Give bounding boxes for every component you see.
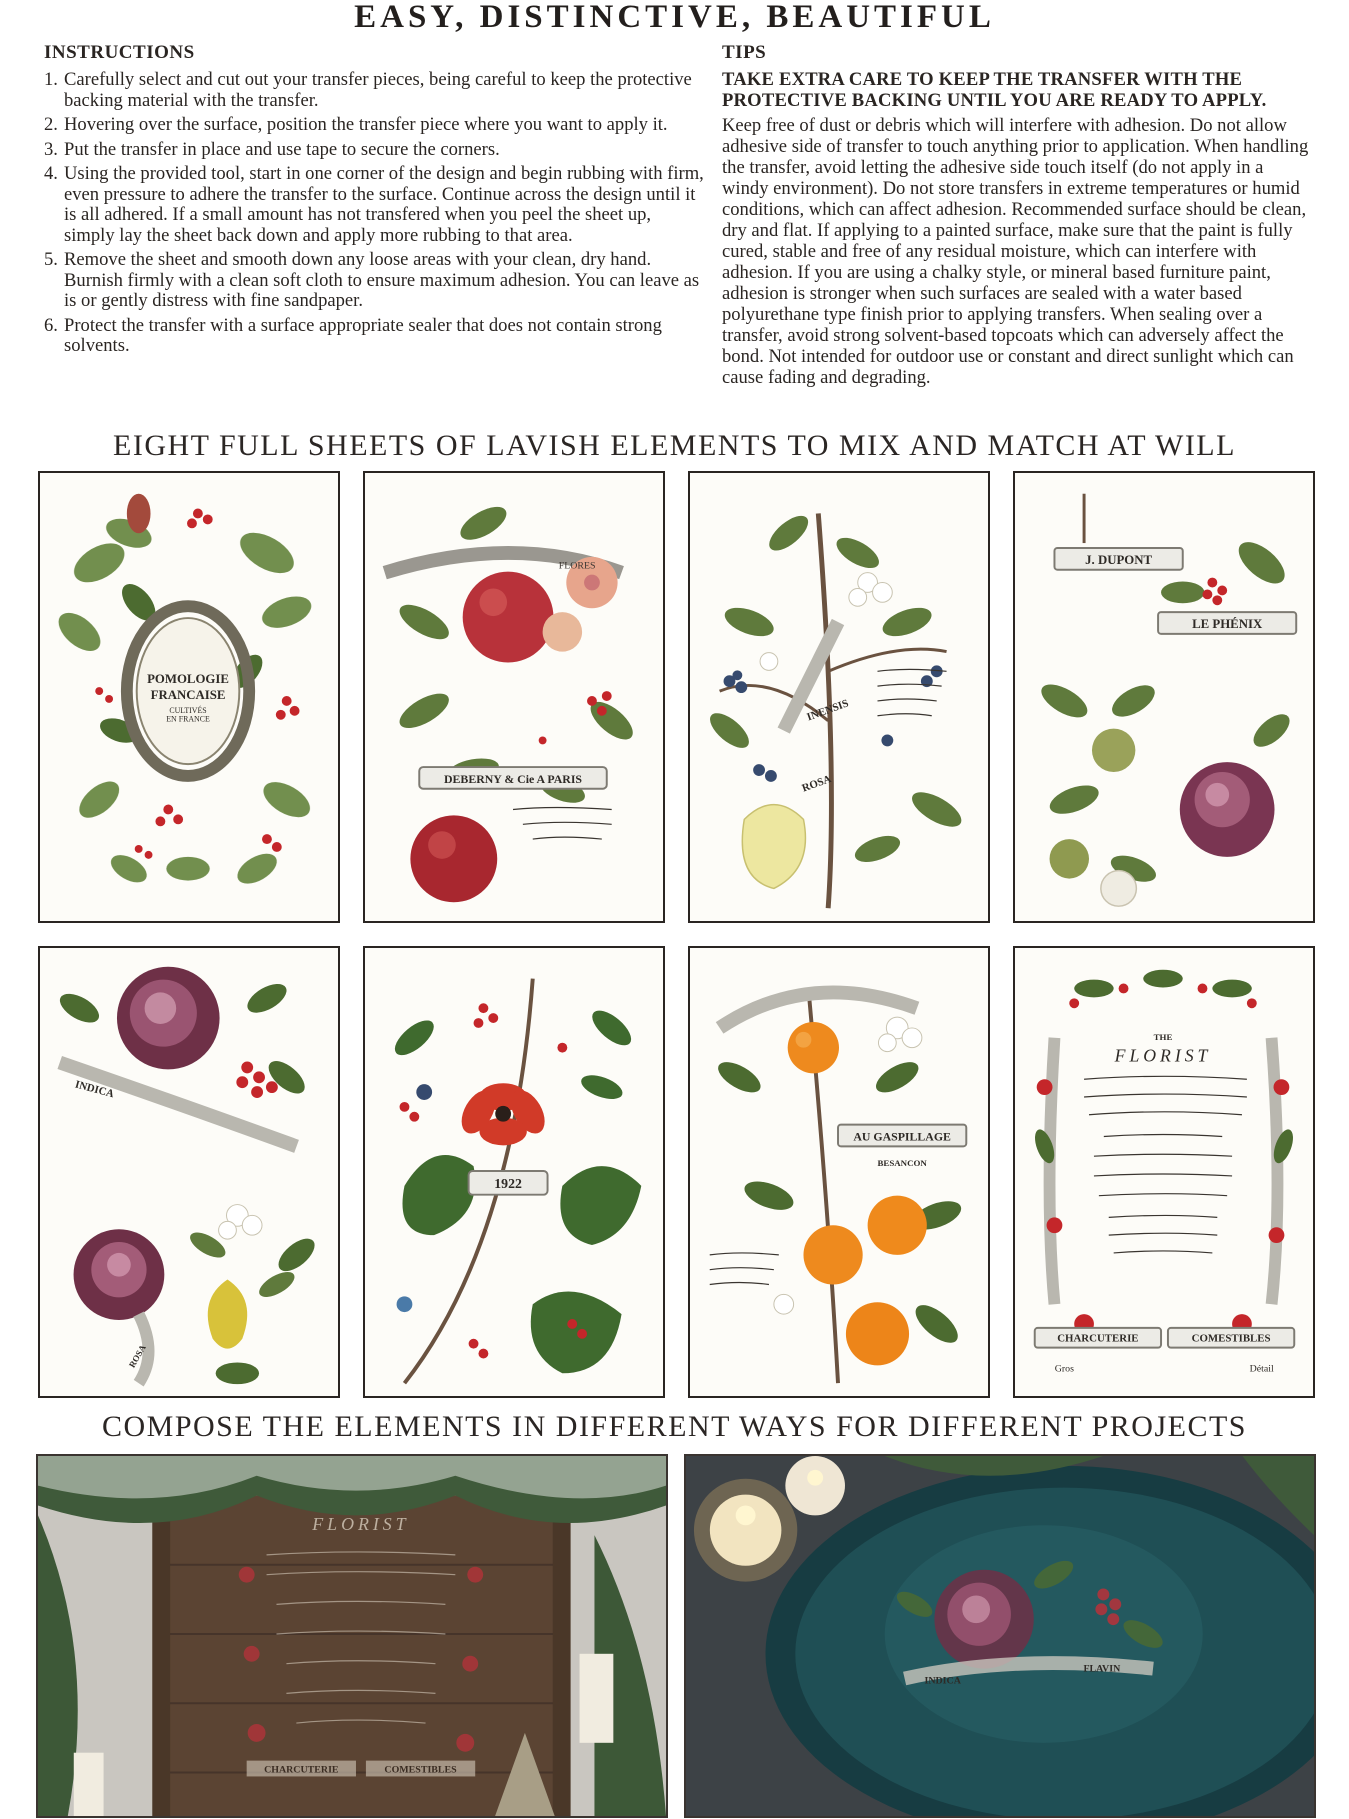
tips-body: Keep free of dust or debris which will interfere with adhesion. Do not allow adhesive side of transfer to touch anything prior to application. When handling the transfer, avoid letting the adhesive side touch itself (do not apply in a windy environment). Do not store transfers in extreme temperatures or humid conditions, which can affect adhesion. Recommended surface should be clean, dry and flat. If applying to a painted surface, make sure that the paint is fully cured, stable and free of any residual moisture, which can interfere with adhesion. If you are using a chalky style, or mineral based furniture paint, adhesion is stronger when such surfaces are sealed with a water based polyurethane type finish prior to applying transfers. When sealing over a transfer, avoid strong solvent-based topcoats which can adversely affect the bond. Not intended for outdoor use or constant and direct sunlight which can cause fading and degrading.	[722, 115, 1309, 388]
sheet-illustration	[690, 473, 988, 921]
sheet-label: FLORIST	[1114, 1045, 1212, 1066]
photo-label: FLORIST	[312, 1514, 410, 1535]
transfer-sheet-dupont	[1013, 471, 1315, 923]
sheet-label: CULTIVÉS	[169, 705, 207, 715]
transfer-sheet-1922	[363, 946, 665, 1398]
example-photo-wood-board	[36, 1454, 668, 1818]
instructions-column	[44, 42, 704, 361]
instructions-list	[44, 70, 704, 357]
sheet-label: INDICA	[73, 1078, 116, 1101]
sheet-label: DEBERNY & Cie A PARIS	[444, 771, 583, 786]
sheet-label: Détail	[1249, 1363, 1274, 1375]
sheet-label: THE	[1153, 1031, 1173, 1042]
sheet-label: ROSA	[126, 1342, 148, 1370]
sheet-label: INENSIS	[805, 697, 851, 724]
tips-heading: TIPS	[722, 42, 767, 63]
transfer-sheet-roses	[38, 946, 340, 1398]
sheet-label: COMESTIBLES	[1191, 1332, 1271, 1345]
sheet-label: LE PHÉNIX	[1192, 616, 1263, 631]
photo-illustration	[686, 1456, 1314, 1816]
sheet-illustration	[690, 948, 988, 1396]
instruction-step: 3. Put the transfer in place and use tape to secure the corners.	[44, 138, 500, 160]
instruction-step: 1. Carefully select and cut out your transfer pieces, being careful to keep the protective backing material with the transfer.	[44, 69, 692, 111]
instruction-step: 6. Protect the transfer with a surface appropriate sealer that does not contain strong solvents.	[44, 314, 662, 356]
sheet-label: CHARCUTERIE	[1057, 1332, 1139, 1345]
sheet-label: AU GASPILLAGE	[853, 1129, 951, 1144]
sheet-illustration	[1015, 948, 1313, 1396]
sheet-label: FLORES	[558, 560, 596, 572]
photo-label: FLAVIN	[1083, 1663, 1121, 1675]
page-title: EASY, DISTINCTIVE, BEAUTIFUL	[354, 0, 995, 35]
tips-emphasis: TAKE EXTRA CARE TO KEEP THE TRANSFER WITH THE PROTECTIVE BACKING UNTIL YOU ARE READY TO APPLY.	[722, 69, 1267, 111]
sheet-label: BESANCON	[877, 1158, 927, 1169]
instruction-step: 2. Hovering over the surface, position the transfer piece where you want to apply it.	[44, 114, 668, 135]
sheet-illustration	[365, 473, 663, 921]
transfer-sheet-pomegranate	[363, 471, 665, 923]
sheets-section-title: EIGHT FULL SHEETS OF LAVISH ELEMENTS TO MIX AND MATCH AT WILL	[113, 429, 1236, 462]
photo-label: COMESTIBLES	[384, 1764, 457, 1776]
sheet-illustration	[365, 948, 663, 1396]
sheet-label: ROSA	[800, 772, 833, 795]
transfer-sheet-pomologie	[38, 471, 340, 923]
sheet-label: EN FRANCE	[166, 714, 210, 724]
example-photo-teal-tray	[684, 1454, 1316, 1818]
photo-illustration	[38, 1456, 666, 1816]
sheet-label: Gros	[1054, 1363, 1074, 1375]
sheet-label: FRANCAISE	[150, 687, 226, 702]
transfer-sheet-florist	[1013, 946, 1315, 1398]
transfer-sheet-oranges	[688, 946, 990, 1398]
sheet-illustration	[1015, 473, 1313, 921]
photo-label: CHARCUTERIE	[264, 1764, 339, 1776]
sheet-illustration	[40, 473, 338, 921]
instructions-heading: INSTRUCTIONS	[44, 42, 195, 63]
photo-label: INDICA	[924, 1675, 961, 1687]
sheet-label: 1922	[494, 1175, 522, 1191]
sheet-illustration	[40, 948, 338, 1396]
transfer-sheet-quince	[688, 471, 990, 923]
instruction-step: 5. Remove the sheet and smooth down any loose areas with your clean, dry hand. Burnish firmly with a clean soft cloth to ensure maximum adhesion. You can leave as is or gently distress with fine sandpaper.	[44, 249, 700, 311]
instruction-step: 4. Using the provided tool, start in one corner of the design and begin rubbing with firm, even pressure to adhere the transfer to the surface. Continue across the design until it is all adhered. If a small amount has not transfered when you peel the sheet up, simply lay the sheet back down and apply more rubbing to that area.	[44, 163, 704, 246]
tips-column	[722, 42, 1312, 388]
sheet-label: J. DUPONT	[1085, 552, 1153, 567]
compose-section-title: COMPOSE THE ELEMENTS IN DIFFERENT WAYS FOR DIFFERENT PROJECTS	[101, 1410, 1247, 1443]
sheet-label: POMOLOGIE	[147, 672, 229, 687]
